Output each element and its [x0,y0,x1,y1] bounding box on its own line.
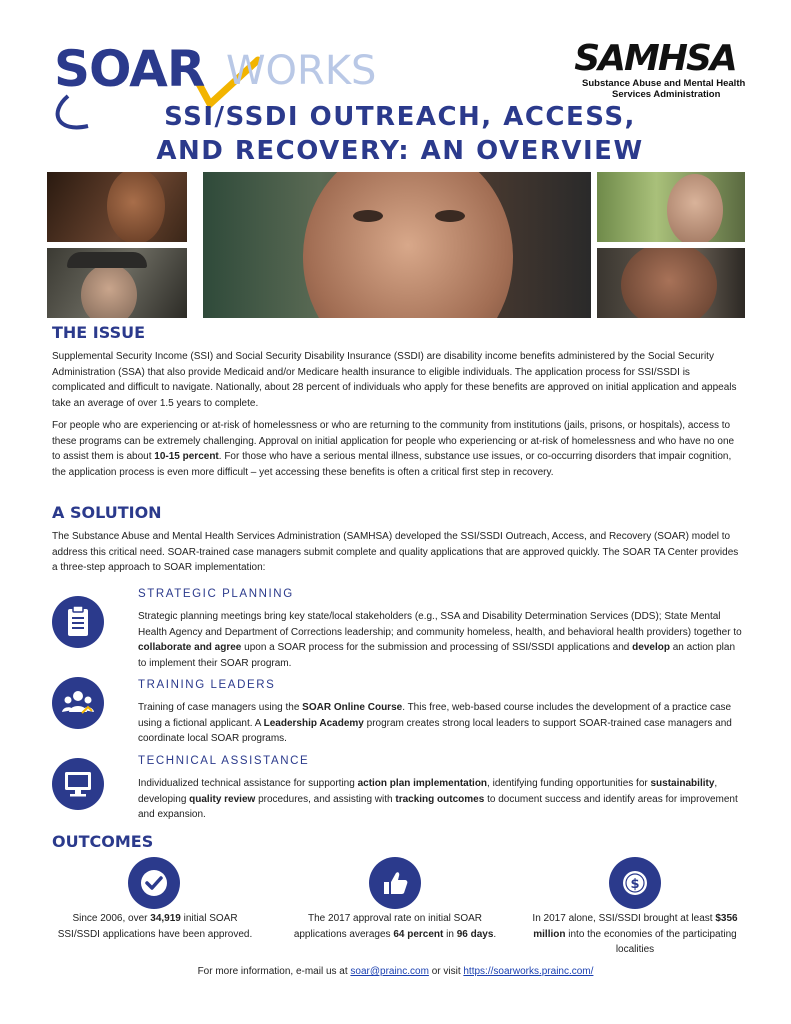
logo-soar-text: SOAR [54,40,205,98]
dollar-glyph: $ [630,877,640,892]
o2-t3: . [493,928,497,940]
technical-t4: procedures, and assisting with [255,793,396,805]
training-t1: Training of case managers using the [138,702,303,713]
computer-monitor-icon [52,758,104,810]
photo-woman-portrait [597,248,745,318]
photo-woman-smiling [47,172,187,242]
issue-p2-text-a: For people who are experiencing or at-risk of homelessness or who are returning to the community from institutions (jails, prisons, or hospitals), access to these programs can be extremely challenging. Approval on initial application for people who experiencing or at-risk of homelessness and who have no one to assist them is about [52,420,735,462]
samhsa-subtitle-2: Services Administration [612,89,721,100]
training-b2: Leadership Academy [263,717,364,729]
strategic-t3: an action plan to implement their SOAR program. [138,642,736,669]
photo-collage [47,172,745,318]
outcome-economy-text [530,911,740,958]
training-t3: program creates strong local leaders to support SOAR-trained case managers and coordinate local SOAR programs. [138,717,732,744]
technical-t2: , identifying funding opportunities for [487,778,651,789]
training-leaders-title: TRAINING LEADERS [138,679,276,691]
strategic-planning-title: STRATEGIC PLANNING [138,588,294,600]
technical-b3: quality review [189,793,256,805]
page-title [60,100,740,168]
strategic-b1: collaborate and agree [138,642,242,653]
strategic-t1: Strategic planning meetings bring key state/local stakeholders (e.g., SSA and Disability Determination Services (DDS); State Mental Health Agency and Department of Corrections leadership; and community homeless, health, and behavioral health providers) together to [138,611,742,638]
technical-b2: sustainability [650,778,715,789]
samhsa-mark: SAMHSA [574,38,736,79]
technical-t5: to document success and identify areas for improvement and expansion. [138,793,738,820]
title-line-2: AND RECOVERY: AN OVERVIEW [156,136,644,166]
photo-man-glasses [597,172,745,242]
checkmark-icon [128,857,180,909]
issue-paragraph-1: Supplemental Security Income (SSI) and Social Security Disability Insurance (SSDI) are disability income benefits administered by the Social Security Administration (SSA) that also provide Medicaid and/or Medicare health insurance to eligible individuals. The application process for SSI/SSDI is complicated and difficult to navigate. Nationally, about 28 percent of individuals who apply for these benefits are approved on initial application and appeals take an average of over 1.5 years to complete. [52,351,737,409]
o3-t2: into the economies of the participating localities [565,928,737,955]
o1-t1: Since 2006, over [72,913,151,924]
outcome-approval-rate-text [290,911,500,942]
strategic-t2: upon a SOAR process for the submission and processing of SSI/SSDI applications and [241,642,633,653]
thumbs-up-icon [369,857,421,909]
o2-t1: The 2017 approval rate on initial SOAR applications averages [293,913,482,940]
photo-bearded-man [47,248,187,318]
footer-contact [0,966,791,977]
photo-elderly-woman [203,172,591,318]
solution-heading: A SOLUTION [52,503,162,522]
strategic-b2: develop [632,642,670,653]
people-group-icon [52,677,104,729]
o2-b1: 64 percent [393,928,444,940]
clipboard-icon [52,596,104,648]
technical-assistance-title: TECHNICAL ASSISTANCE [138,755,310,767]
issue-p2-text-b: . For those who have a serious mental illness, substance use issues, or co-occurring disorders that impair cognition, the application process is even more difficult – yet accessing these benefits is often a critical first step in recovery. [52,451,732,478]
solution-paragraph: The Substance Abuse and Mental Health Services Administration (SAMHSA) developed the SSI/SSDI Outreach, Access, and Recovery (SOAR) model to address this critical need. SOAR-trained case managers submit complete and quality applications that are approved quickly. The SOAR TA Center provides a three-step approach to SOAR implementation: [52,531,739,573]
technical-b1: action plan implementation [357,778,488,789]
o2-b2: 96 days [456,928,494,940]
outcomes-heading: OUTCOMES [52,832,154,851]
o2-t2: in [443,928,457,940]
website-link[interactable]: https://soarworks.prainc.com/ [463,966,594,977]
o1-b1: 34,919 [150,913,181,924]
training-b1: SOAR Online Course [302,702,403,713]
outcome-applications-text [50,911,260,942]
training-leaders-text [138,700,743,747]
issue-paragraph-2 [52,418,742,480]
title-line-1: SSI/SSDI OUTREACH, ACCESS, [164,102,636,132]
footer-text-2: or visit [428,966,464,977]
technical-b4: tracking outcomes [395,793,485,805]
technical-t1: Individualized technical assistance for supporting [138,778,358,789]
technical-assistance-text [138,776,743,823]
logo-works-text: WORKS [226,48,377,94]
dollar-coin-icon [609,857,661,909]
issue-heading: THE ISSUE [52,323,146,342]
samhsa-logo [560,40,750,102]
o1-t2: initial SOAR SSI/SSDI applications have been approved. [57,913,253,940]
training-t2: . This free, web-based course includes the development of a practice case using a fictional applicant. A [138,702,732,729]
o3-t1: In 2017 alone, SSI/SSDI brought at least [532,913,716,924]
samhsa-subtitle-1: Substance Abuse and Mental Health [582,78,746,89]
issue-p2-bold: 10-15 percent [154,451,219,462]
footer-text-1: For more information, e-mail us at [197,966,351,977]
email-link[interactable]: soar@prainc.com [350,966,429,977]
strategic-planning-text [138,609,743,671]
o3-b1: $356 million [533,913,738,940]
technical-t3: , developing [138,778,718,805]
